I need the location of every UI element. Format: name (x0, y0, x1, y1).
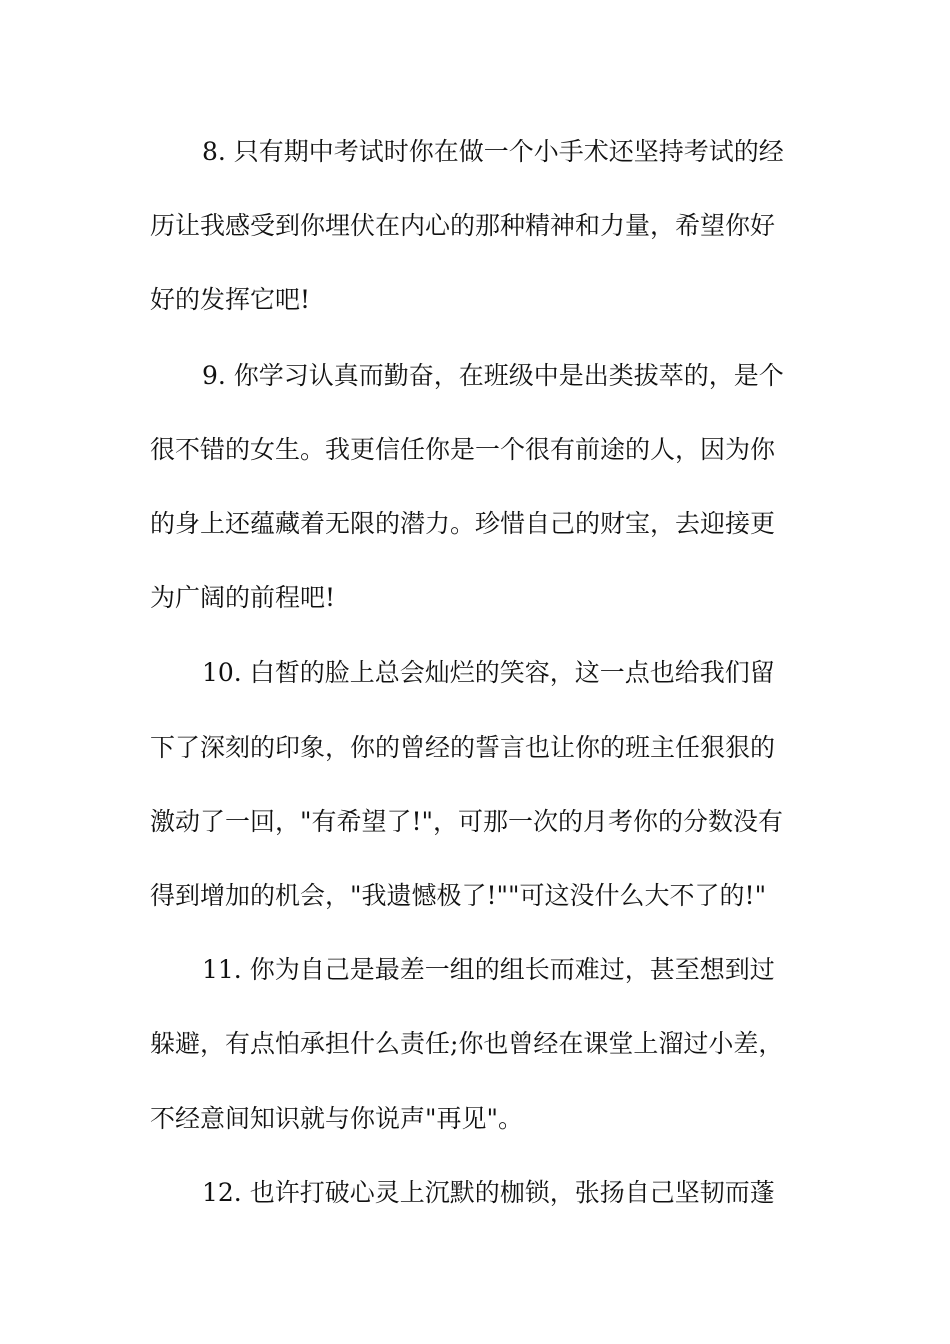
paragraph-9-line-2: 很不错的女生。我更信任你是一个很有前途的人，因为你 (150, 435, 776, 464)
paragraph-10-line-4: 得到增加的机会，"我遗憾极了!""可这没什么大不了的!" (150, 881, 767, 910)
paragraph-11-line-2: 躲避，有点怕承担什么责任;你也曾经在课堂上溜过小差， (150, 1029, 784, 1058)
paragraph-8-line-3: 好的发挥它吧! (150, 285, 311, 314)
paragraph-9-line-3: 的身上还蕴藏着无限的潜力。珍惜自己的财宝，去迎接更 (150, 509, 776, 538)
paragraph-12-line-1: 12. 也许打破心灵上沉默的枷锁，张扬自己坚韧而蓬 (202, 1178, 775, 1207)
paragraph-11-line-3: 不经意间知识就与你说声"再见"。 (150, 1104, 523, 1133)
paragraph-10-line-2: 下了深刻的印象，你的曾经的誓言也让你的班主任狠狠的 (150, 733, 776, 762)
paragraph-11-line-1: 11. 你为自己是最差一组的组长而难过，甚至想到过 (202, 955, 775, 984)
paragraph-9-line-4: 为广阔的前程吧! (150, 583, 336, 612)
paragraph-8-line-2: 历让我感受到你埋伏在内心的那种精神和力量，希望你好 (150, 211, 776, 240)
paragraph-9-line-1: 9. 你学习认真而勤奋，在班级中是出类拔萃的，是个 (202, 361, 784, 390)
paragraph-8-line-1: 8. 只有期中考试时你在做一个小手术还坚持考试的经 (202, 137, 784, 166)
paragraph-10-line-1: 10. 白皙的脸上总会灿烂的笑容，这一点也给我们留 (202, 658, 775, 687)
paragraph-10-line-3: 激动了一回，"有希望了!"，可那一次的月考你的分数没有 (150, 807, 784, 836)
